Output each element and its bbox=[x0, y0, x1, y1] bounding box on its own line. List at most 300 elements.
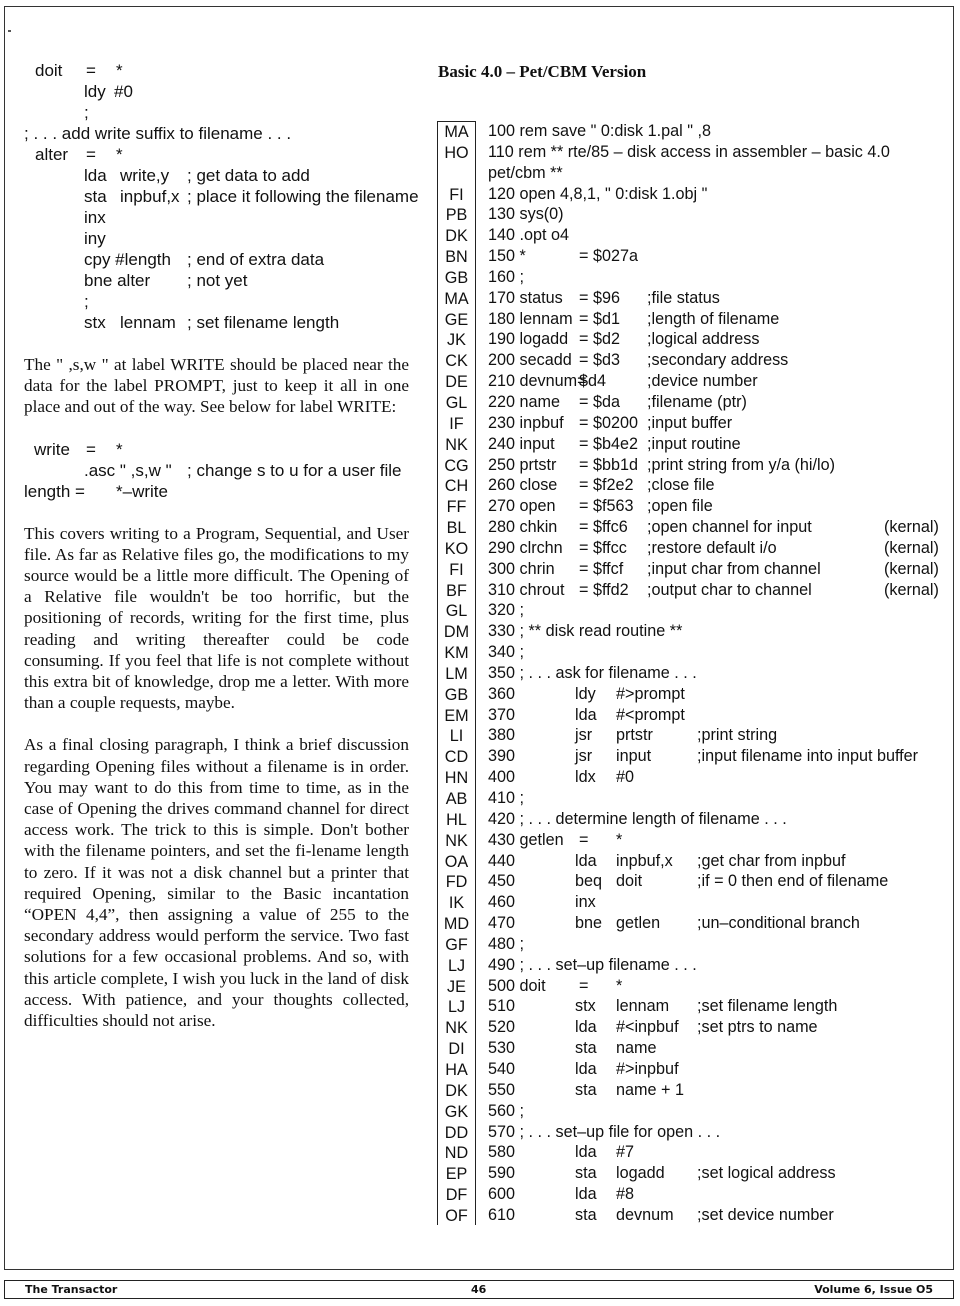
operand: lda bbox=[575, 1143, 597, 1162]
checksum: LJ bbox=[447, 956, 466, 975]
line-text: 520 bbox=[488, 1018, 516, 1037]
line-text: pet/cbm ** bbox=[488, 163, 563, 182]
checksum: GB bbox=[444, 685, 469, 704]
line-text: 270 open bbox=[488, 497, 556, 516]
checksum: JE bbox=[447, 977, 466, 996]
operand: sta bbox=[575, 1164, 597, 1183]
line-text: 590 bbox=[488, 1164, 516, 1183]
listing-row bbox=[437, 371, 947, 392]
listing-row bbox=[437, 392, 947, 413]
argument: #<inpbuf bbox=[616, 1018, 679, 1037]
kernal-note: (kernal) bbox=[884, 538, 939, 557]
code-comment: ; end of extra data bbox=[187, 250, 325, 269]
kernal-note: (kernal) bbox=[884, 518, 939, 537]
checksum: GE bbox=[444, 310, 469, 329]
checksum: AB bbox=[445, 790, 468, 808]
line-text: 230 inpbuf bbox=[488, 413, 564, 432]
operand: bne bbox=[575, 914, 603, 933]
checksum: KO bbox=[444, 539, 469, 558]
checksum: EM bbox=[444, 706, 469, 725]
operand: = $bb1d bbox=[579, 455, 638, 474]
checksum: IF bbox=[449, 414, 464, 433]
checksum: MA bbox=[444, 289, 469, 308]
code-op: ; bbox=[84, 292, 89, 311]
listing-row bbox=[437, 725, 947, 746]
operand: $d4 bbox=[579, 372, 607, 391]
listing-row bbox=[437, 1038, 947, 1059]
listing-row bbox=[437, 746, 947, 767]
argument: name + 1 bbox=[616, 1080, 684, 1099]
comment: ;set logical address bbox=[697, 1164, 836, 1183]
checksum: KM bbox=[444, 644, 469, 663]
operand: = $d2 bbox=[579, 330, 620, 349]
comment: ;get char from inpbuf bbox=[697, 851, 846, 870]
checksum: BN bbox=[445, 248, 468, 267]
operand: lda bbox=[575, 851, 597, 870]
listing-row bbox=[437, 642, 947, 663]
line-text: 280 chkin bbox=[488, 518, 558, 537]
checksum: CD bbox=[444, 748, 469, 767]
code-op: = bbox=[86, 61, 96, 80]
checksum: HN bbox=[444, 769, 469, 788]
listing-row bbox=[437, 350, 947, 371]
argument: devnum bbox=[616, 1205, 674, 1224]
listing-row bbox=[437, 705, 947, 726]
code-line bbox=[24, 207, 409, 228]
line-text: 310 chrout bbox=[488, 580, 565, 599]
checksum: NK bbox=[445, 1019, 468, 1038]
code-op: ; bbox=[84, 103, 89, 122]
line-text: 390 bbox=[488, 747, 516, 766]
line-text: 260 close bbox=[488, 476, 558, 495]
operand: = bbox=[579, 830, 589, 849]
listing-row bbox=[437, 851, 947, 872]
line-text: 100 rem save " 0:disk 1.pal " ,8 bbox=[488, 122, 711, 140]
comment: ;open channel for input bbox=[647, 518, 812, 537]
checksum: BF bbox=[446, 581, 467, 600]
checksum: DF bbox=[445, 1186, 468, 1205]
operand: = $027a bbox=[579, 247, 638, 266]
argument: doit bbox=[616, 872, 643, 891]
listing-row bbox=[437, 434, 947, 455]
argument: * bbox=[616, 830, 623, 849]
operand: ldx bbox=[575, 768, 596, 787]
paragraph-relative-files: This covers writing to a Program, Sequential, and User file. As far as Relative files go, the modifications to my source would be a little more difficult. The Opening of a Relative file wouldn't be too horrific, but the positioning of records, writing for the first time, plus reading and writing thereafter could be code consuming. If you feel that life is not complete without this extra bit of knowledge, drop me a letter. With more than a couple requests, maybe. bbox=[24, 523, 409, 713]
listing-row bbox=[437, 1101, 947, 1122]
listing-rows bbox=[437, 121, 947, 1226]
operand: lda bbox=[575, 1185, 597, 1204]
checksum: FI bbox=[449, 560, 464, 579]
comment: ;un–conditional branch bbox=[697, 914, 860, 933]
line-text: 120 open 4,8,1, " 0:disk 1.obj " bbox=[488, 184, 708, 203]
operand: sta bbox=[575, 1205, 597, 1224]
operand: = $0200 bbox=[579, 413, 638, 432]
listing-row bbox=[437, 580, 947, 601]
code-arg: write,y bbox=[120, 166, 170, 185]
line-text: 470 bbox=[488, 914, 516, 933]
operand: lda bbox=[575, 705, 597, 724]
listing-row bbox=[437, 163, 947, 184]
line-text: 570 ; . . . set–up file for open . . . bbox=[488, 1122, 721, 1141]
checksum: OA bbox=[444, 852, 469, 871]
listing-row bbox=[437, 496, 947, 517]
checksum: NK bbox=[445, 435, 468, 454]
listing-row bbox=[437, 1184, 947, 1205]
checksum: HL bbox=[446, 810, 467, 829]
listing-row bbox=[437, 871, 947, 892]
line-text: 300 chrin bbox=[488, 559, 555, 578]
comment: ;secondary address bbox=[647, 351, 789, 370]
argument: #0 bbox=[616, 768, 635, 787]
line-text: 370 bbox=[488, 705, 516, 724]
magazine-title: The Transactor bbox=[25, 1283, 118, 1296]
operand: = $ffd2 bbox=[579, 580, 629, 599]
page-footer bbox=[4, 1280, 954, 1299]
argument: #>inpbuf bbox=[616, 1059, 679, 1078]
operand: = $96 bbox=[579, 288, 620, 307]
code-label: write bbox=[34, 439, 70, 459]
code-label: length = bbox=[24, 481, 85, 501]
operand: = $f563 bbox=[579, 497, 634, 516]
comment: ;open file bbox=[647, 497, 713, 516]
comment: ;set ptrs to name bbox=[697, 1018, 818, 1037]
code-comment: ; place it following the filename bbox=[187, 187, 419, 206]
code-line bbox=[24, 312, 409, 333]
argument: #<prompt bbox=[616, 705, 685, 724]
line-text: 450 bbox=[488, 872, 516, 891]
checksum: OF bbox=[445, 1206, 468, 1225]
code-arg: lennam bbox=[120, 313, 176, 332]
checksum bbox=[437, 163, 476, 164]
code-line bbox=[24, 102, 409, 123]
argument: * bbox=[616, 976, 623, 995]
listing-row bbox=[437, 996, 947, 1017]
line-text: 200 secadd bbox=[488, 351, 572, 370]
checksum: DM bbox=[443, 623, 470, 642]
code-arg: *–write bbox=[116, 481, 168, 501]
operand: jsr bbox=[575, 726, 593, 745]
line-text: 500 doit bbox=[488, 976, 546, 995]
checksum: CK bbox=[445, 352, 468, 371]
checksum: NK bbox=[445, 831, 468, 850]
checksum: GK bbox=[444, 1102, 469, 1121]
listing-row bbox=[437, 809, 947, 830]
argument: inpbuf,x bbox=[616, 851, 673, 870]
checksum: DD bbox=[444, 1123, 469, 1142]
comment: ;set filename length bbox=[697, 997, 838, 1016]
line-text: 380 bbox=[488, 726, 516, 745]
operand: = $ffc6 bbox=[579, 518, 628, 537]
code-op: inx bbox=[84, 208, 106, 227]
checksum: MD bbox=[443, 915, 470, 934]
line-text: 460 bbox=[488, 893, 516, 912]
code-line bbox=[24, 460, 409, 481]
checksum: CG bbox=[444, 456, 469, 475]
operand: = $da bbox=[579, 392, 620, 411]
argument: name bbox=[616, 1039, 657, 1058]
code-op: stx bbox=[84, 313, 106, 332]
code-op: .asc " ,s,w " bbox=[84, 460, 172, 480]
comment: ;restore default i/o bbox=[647, 538, 777, 557]
operand: = $ffcc bbox=[579, 538, 627, 557]
code-line bbox=[24, 144, 409, 165]
comment: ;input buffer bbox=[647, 413, 733, 432]
checksum: EP bbox=[445, 1165, 468, 1184]
checksum: GL bbox=[445, 602, 468, 621]
checksum: GL bbox=[445, 393, 468, 412]
line-text: 420 ; . . . determine length of filename . . . bbox=[488, 809, 787, 828]
code-arg: inpbuf,x bbox=[120, 187, 180, 206]
operand: ldy bbox=[575, 684, 596, 703]
line-text: 170 status bbox=[488, 288, 563, 307]
comment: ;filename (ptr) bbox=[647, 392, 747, 411]
argument: lennam bbox=[616, 997, 670, 1016]
argument: input bbox=[616, 747, 652, 766]
line-text: 400 bbox=[488, 768, 516, 787]
listing-row bbox=[437, 1205, 947, 1226]
operand: = $ffcf bbox=[579, 559, 624, 578]
code-op: iny bbox=[84, 229, 106, 248]
code-op: sta bbox=[84, 187, 107, 206]
kernal-note: (kernal) bbox=[884, 559, 939, 578]
listing-row bbox=[437, 1059, 947, 1080]
issue-label: Volume 6, Issue O5 bbox=[814, 1283, 933, 1296]
listing-row bbox=[437, 225, 947, 246]
comment: ;set device number bbox=[697, 1205, 834, 1224]
line-text: 510 bbox=[488, 997, 516, 1016]
comment: ;input routine bbox=[647, 434, 741, 453]
line-text: 440 bbox=[488, 851, 516, 870]
code-op: bne alter bbox=[84, 271, 151, 290]
checksum: GF bbox=[445, 935, 468, 954]
paragraph-closing: As a final closing paragraph, I think a brief discussion regarding Opening files without a filename is in order. You may want to do this from time to time, as in the case of Opening the drives command channel for direct access work. The trick to this is simple. Don't bother with the filename pointers, and set the fi-lename length to zero. If it was not a disk channel but a printer that required Opening, similar to the Basic incantation “OPEN 4,4”, then assigning a value of 255 to the secondary address would perform the service. Two fast solutions for a few occasional problems. And so, with this article complete, I wish you luck in the land of disk access. With patience, and your thoughts collected, difficulties should not arise. bbox=[24, 735, 409, 1031]
operand: = $f2e2 bbox=[579, 476, 634, 495]
line-text: 610 bbox=[488, 1205, 516, 1224]
line-text: 240 input bbox=[488, 434, 555, 453]
checksum: BL bbox=[446, 519, 467, 538]
code-comment: ; change s to u for a user file bbox=[187, 460, 402, 480]
line-text: 220 name bbox=[488, 392, 560, 411]
line-text: 410 ; bbox=[488, 789, 525, 807]
operand: stx bbox=[575, 997, 596, 1016]
listing-row bbox=[437, 329, 947, 350]
comment: ;file status bbox=[647, 288, 720, 307]
code-line bbox=[24, 291, 409, 312]
code-line bbox=[24, 165, 409, 186]
listing-row bbox=[437, 246, 947, 267]
line-text: 330 ; ** disk read routine ** bbox=[488, 622, 683, 641]
code-line bbox=[24, 249, 409, 270]
line-text: 110 rem ** rte/85 – disk access in assembler – basic 4.0 bbox=[488, 142, 890, 161]
listing-row bbox=[437, 413, 947, 434]
listing-row bbox=[437, 892, 947, 913]
comment: ;input filename into input buffer bbox=[697, 747, 919, 766]
code-comment: ; get data to add bbox=[187, 166, 310, 185]
line-text: 600 bbox=[488, 1185, 516, 1204]
listing-row bbox=[437, 600, 947, 621]
listing-row bbox=[437, 1163, 947, 1184]
checksum: DE bbox=[445, 373, 468, 392]
line-text: 210 devnum= bbox=[488, 372, 587, 391]
line-text: 350 ; . . . ask for filename . . . bbox=[488, 663, 697, 682]
code-op: = bbox=[86, 439, 96, 459]
listing-row bbox=[437, 267, 947, 288]
listing-row bbox=[437, 684, 947, 705]
code-arg: #0 bbox=[114, 82, 133, 101]
checksum: DI bbox=[448, 1040, 465, 1059]
listing-row bbox=[437, 788, 947, 809]
code-block-suffix bbox=[24, 60, 419, 333]
checksum: ND bbox=[444, 1144, 469, 1163]
checksum: HA bbox=[445, 1060, 468, 1079]
comment: ;input char from channel bbox=[647, 559, 821, 578]
code-arg: * bbox=[116, 61, 123, 80]
line-text: 580 bbox=[488, 1143, 516, 1162]
listing-row bbox=[437, 309, 947, 330]
code-op: = bbox=[86, 145, 96, 164]
line-text: 550 bbox=[488, 1080, 516, 1099]
line-text: 340 ; bbox=[488, 643, 525, 662]
listing-row bbox=[437, 934, 947, 955]
listing-row bbox=[437, 830, 947, 851]
operand: = $d1 bbox=[579, 309, 620, 328]
checksum: FD bbox=[445, 873, 468, 892]
operand: lda bbox=[575, 1018, 597, 1037]
listing-row bbox=[437, 621, 947, 642]
comment: ;output char to channel bbox=[647, 580, 812, 599]
argument: #7 bbox=[616, 1143, 635, 1162]
line-text: 490 ; . . . set–up filename . . . bbox=[488, 955, 697, 974]
operand: sta bbox=[575, 1080, 597, 1099]
checksum: FI bbox=[449, 185, 464, 204]
listing-row bbox=[437, 1122, 947, 1143]
code-line bbox=[24, 439, 409, 460]
checksum: PB bbox=[445, 206, 468, 225]
listing-row bbox=[437, 121, 947, 142]
listing-row bbox=[437, 559, 947, 580]
listing-row bbox=[437, 517, 947, 538]
comment: ;length of filename bbox=[647, 309, 780, 328]
code-line bbox=[24, 81, 409, 102]
kernal-note: (kernal) bbox=[884, 580, 939, 599]
comment: ;print string from y/a (hi/lo) bbox=[647, 455, 836, 474]
listing-row bbox=[437, 913, 947, 934]
code-op: lda bbox=[84, 166, 107, 185]
listing-row bbox=[437, 455, 947, 476]
operand: lda bbox=[575, 1059, 597, 1078]
listing-heading: Basic 4.0 – Pet/CBM Version bbox=[438, 62, 647, 81]
line-text: 430 getlen bbox=[488, 830, 564, 849]
line-text: 360 bbox=[488, 684, 516, 703]
listing-row bbox=[437, 767, 947, 788]
operand: sta bbox=[575, 1039, 597, 1058]
checksum: LM bbox=[445, 664, 468, 683]
listing-row bbox=[437, 1080, 947, 1101]
line-text: 140 .opt o4 bbox=[488, 226, 570, 245]
comment: ;if = 0 then end of filename bbox=[697, 872, 889, 891]
operand: = $b4e2 bbox=[579, 434, 638, 453]
operand: jsr bbox=[575, 747, 593, 766]
code-line bbox=[24, 228, 409, 249]
comment: ;device number bbox=[647, 372, 758, 391]
listing-row bbox=[437, 288, 947, 309]
listing-row bbox=[437, 1142, 947, 1163]
code-op: ldy bbox=[84, 82, 106, 101]
listing-row bbox=[437, 142, 947, 163]
argument: prtstr bbox=[616, 726, 653, 745]
listing-row bbox=[437, 955, 947, 976]
checksum: LI bbox=[449, 727, 464, 746]
checksum: DK bbox=[445, 227, 468, 246]
line-text: 320 ; bbox=[488, 601, 525, 620]
code-label: ; . . . add write suffix to filename . . . bbox=[24, 124, 292, 143]
checksum: GB bbox=[444, 268, 469, 287]
code-block-write bbox=[24, 439, 409, 502]
operand: = bbox=[579, 976, 589, 995]
line-text: 530 bbox=[488, 1039, 516, 1058]
line-text: 540 bbox=[488, 1059, 516, 1078]
code-op: cpy #length bbox=[84, 250, 171, 269]
code-line bbox=[24, 60, 409, 81]
code-comment: ; set filename length bbox=[187, 313, 340, 332]
checksum: IK bbox=[448, 894, 465, 913]
checksum: DK bbox=[445, 1081, 468, 1100]
checksum: CH bbox=[444, 477, 469, 496]
listing-row bbox=[437, 204, 947, 225]
code-line bbox=[24, 123, 409, 144]
argument: logadd bbox=[616, 1164, 665, 1183]
line-text: 190 logadd bbox=[488, 330, 569, 349]
code-arg: * bbox=[116, 145, 123, 164]
scan-mark bbox=[8, 30, 11, 32]
listing-row bbox=[437, 663, 947, 684]
checksum: JK bbox=[447, 331, 466, 350]
line-text: 160 ; bbox=[488, 267, 525, 286]
operand: = $d3 bbox=[579, 351, 620, 370]
listing-row bbox=[437, 976, 947, 997]
checksum: MA bbox=[444, 123, 469, 141]
line-text: 180 lennam bbox=[488, 309, 573, 328]
comment: ;print string bbox=[697, 726, 778, 745]
code-label: doit bbox=[35, 61, 63, 80]
comment: ;logical address bbox=[647, 330, 760, 349]
checksum: LJ bbox=[447, 998, 466, 1017]
code-line bbox=[24, 186, 419, 207]
checksum: HO bbox=[444, 143, 469, 162]
operand: inx bbox=[575, 893, 596, 912]
line-text: 480 ; bbox=[488, 934, 525, 953]
paragraph-write-label: The " ,s,w " at label WRITE should be placed near the data for the label PROMPT, just to keep it all in one place and out of the way. See below for label WRITE: bbox=[24, 355, 409, 417]
article-left-column bbox=[24, 60, 419, 1031]
comment: ;close file bbox=[647, 476, 715, 495]
listing-row bbox=[437, 184, 947, 205]
listing-row bbox=[437, 475, 947, 496]
line-text: 290 clrchn bbox=[488, 538, 563, 557]
line-text: 560 ; bbox=[488, 1101, 525, 1120]
code-label: alter bbox=[35, 145, 69, 164]
operand: beq bbox=[575, 872, 603, 891]
argument: getlen bbox=[616, 914, 661, 933]
code-arg: * bbox=[116, 439, 123, 459]
line-text: 130 sys(0) bbox=[488, 205, 564, 224]
code-line bbox=[24, 270, 409, 291]
line-text: 150 * bbox=[488, 247, 526, 266]
code-comment: ; not yet bbox=[187, 271, 248, 290]
program-listing bbox=[437, 121, 947, 1226]
listing-row bbox=[437, 1017, 947, 1038]
checksum: FF bbox=[446, 498, 467, 517]
listing-row bbox=[437, 538, 947, 559]
